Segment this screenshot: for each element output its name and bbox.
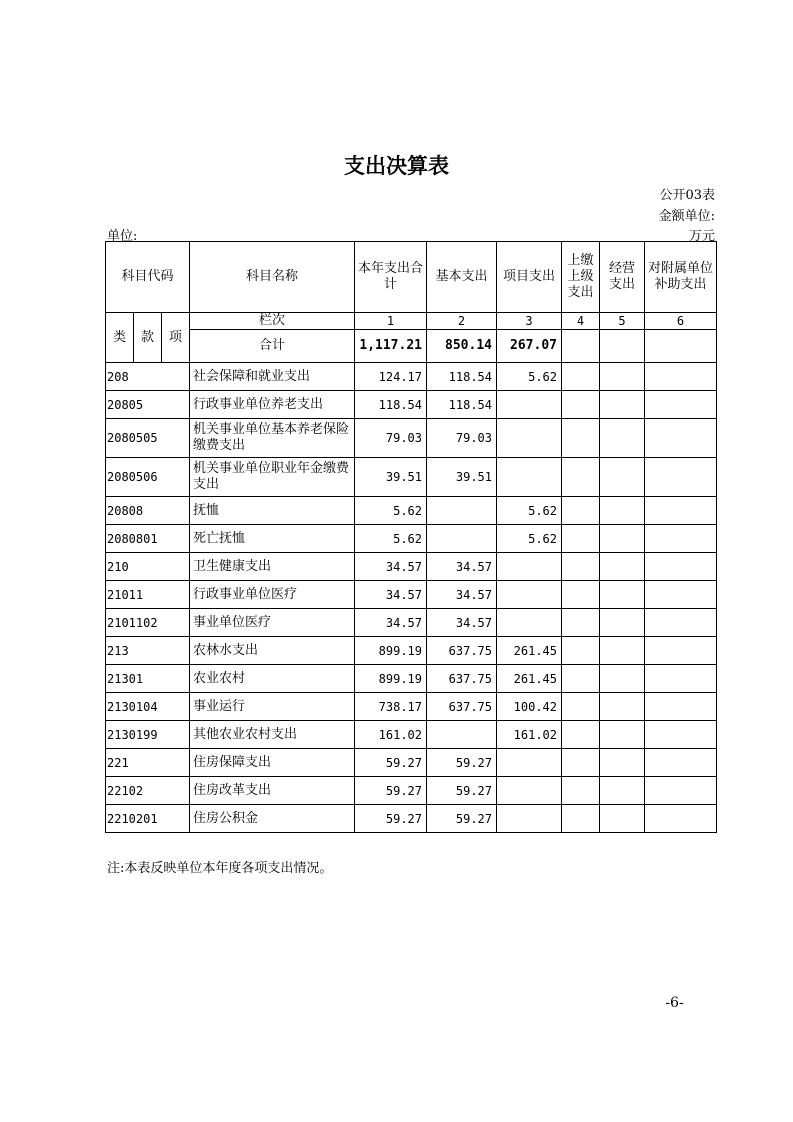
row-business [600,553,645,581]
row-business [600,637,645,665]
row-basic: 39.51 [427,458,497,497]
header-code: 科目代码 [106,242,190,313]
row-basic: 59.27 [427,749,497,777]
row-project: 5.62 [497,363,562,391]
row-business [600,391,645,419]
table-row [106,637,717,665]
column-number-row [106,313,717,330]
row-upper [562,777,600,805]
table-row [106,525,717,553]
row-name: 住房改革支出 [190,777,355,805]
row-name: 机关事业单位职业年金缴费支出 [190,458,355,497]
header-lanci: 栏次 [190,313,355,330]
row-upper [562,525,600,553]
row-business [600,525,645,553]
row-project: 161.02 [497,721,562,749]
sum-upper [562,330,600,363]
table-row [106,553,717,581]
expenditure-table [105,241,717,833]
row-basic: 637.75 [427,637,497,665]
table-row [106,805,717,833]
header-project: 项目支出 [497,242,562,313]
row-code: 210 [106,553,190,581]
row-upper [562,363,600,391]
row-business [600,777,645,805]
sum-total: 1,117.21 [355,330,427,363]
row-upper [562,581,600,609]
row-project: 5.62 [497,497,562,525]
table-note: 注:本表反映单位本年度各项支出情况。 [107,861,333,876]
row-code: 2130199 [106,721,190,749]
row-name: 事业单位医疗 [190,609,355,637]
row-name: 行政事业单位医疗 [190,581,355,609]
row-name: 机关事业单位基本养老保险缴费支出 [190,419,355,458]
row-business [600,458,645,497]
row-name: 卫生健康支出 [190,553,355,581]
column-number-3: 3 [497,313,562,330]
row-name: 事业运行 [190,693,355,721]
header-xiang: 项 [162,313,190,363]
sum-basic: 850.14 [427,330,497,363]
form-number: 公开03表 [659,188,715,203]
header-subsidy: 对附属单位补助支出 [645,242,717,313]
table-row [106,749,717,777]
header-upper: 上缴上级支出 [562,242,600,313]
row-project [497,581,562,609]
column-number-4: 4 [562,313,600,330]
row-code: 22102 [106,777,190,805]
row-code: 20808 [106,497,190,525]
row-upper [562,391,600,419]
row-basic: 34.57 [427,553,497,581]
row-total: 124.17 [355,363,427,391]
row-code: 208 [106,363,190,391]
header-kuan: 款 [134,313,162,363]
row-business [600,693,645,721]
column-number-6: 6 [645,313,717,330]
row-total: 79.03 [355,419,427,458]
header-total: 本年支出合计 [355,242,427,313]
row-code: 2080505 [106,419,190,458]
row-basic: 34.57 [427,581,497,609]
row-business [600,581,645,609]
table-row [106,363,717,391]
row-basic [427,497,497,525]
row-name: 死亡抚恤 [190,525,355,553]
row-name: 行政事业单位养老支出 [190,391,355,419]
row-name: 其他农业农村支出 [190,721,355,749]
row-upper [562,721,600,749]
row-total: 161.02 [355,721,427,749]
row-total: 738.17 [355,693,427,721]
table-row [106,693,717,721]
row-upper [562,665,600,693]
row-basic: 34.57 [427,609,497,637]
row-code: 2101102 [106,609,190,637]
row-name: 住房保障支出 [190,749,355,777]
column-number-2: 2 [427,313,497,330]
row-project: 100.42 [497,693,562,721]
row-project [497,609,562,637]
row-business [600,363,645,391]
row-name: 农林水支出 [190,637,355,665]
row-upper [562,419,600,458]
row-subsidy [645,363,717,391]
row-subsidy [645,525,717,553]
row-subsidy [645,581,717,609]
row-project [497,419,562,458]
row-code: 2080801 [106,525,190,553]
amount-unit-label: 金额单位: [658,209,715,224]
row-project [497,805,562,833]
row-subsidy [645,458,717,497]
row-upper [562,693,600,721]
row-basic: 59.27 [427,805,497,833]
unit-label: 单位: [107,229,138,244]
row-basic: 59.27 [427,777,497,805]
row-total: 34.57 [355,553,427,581]
row-basic: 118.54 [427,363,497,391]
row-code: 2210201 [106,805,190,833]
row-upper [562,458,600,497]
row-total: 899.19 [355,665,427,693]
row-upper [562,749,600,777]
table-row [106,721,717,749]
row-project [497,553,562,581]
row-code: 213 [106,637,190,665]
row-basic: 79.03 [427,419,497,458]
header-row [106,242,717,313]
row-basic: 637.75 [427,693,497,721]
table-row [106,458,717,497]
row-project [497,458,562,497]
row-name: 抚恤 [190,497,355,525]
row-business [600,749,645,777]
row-name: 农业农村 [190,665,355,693]
table-row [106,391,717,419]
row-subsidy [645,609,717,637]
row-project [497,777,562,805]
sum-business [600,330,645,363]
row-project: 261.45 [497,665,562,693]
row-business [600,497,645,525]
table-row [106,419,717,458]
table-row [106,665,717,693]
column-number-5: 5 [600,313,645,330]
row-upper [562,497,600,525]
row-subsidy [645,497,717,525]
row-name: 社会保障和就业支出 [190,363,355,391]
sum-subsidy [645,330,717,363]
table-row [106,777,717,805]
row-upper [562,553,600,581]
row-subsidy [645,777,717,805]
row-subsidy [645,637,717,665]
row-subsidy [645,665,717,693]
row-subsidy [645,693,717,721]
page-number-text: -6- [665,995,684,1011]
row-project: 261.45 [497,637,562,665]
header-lei: 类 [106,313,134,363]
row-total: 59.27 [355,749,427,777]
row-upper [562,805,600,833]
row-name: 住房公积金 [190,805,355,833]
page-title: 支出决算表 [344,154,449,178]
row-total: 5.62 [355,525,427,553]
row-total: 59.27 [355,805,427,833]
row-subsidy [645,805,717,833]
row-subsidy [645,749,717,777]
column-number-1: 1 [355,313,427,330]
row-subsidy [645,391,717,419]
row-project [497,749,562,777]
row-business [600,665,645,693]
row-code: 2080506 [106,458,190,497]
header-business: 经营支出 [600,242,645,313]
header-name: 科目名称 [190,242,355,313]
page-number [0,995,793,1011]
row-basic: 637.75 [427,665,497,693]
row-project: 5.62 [497,525,562,553]
row-code: 2130104 [106,693,190,721]
sum-row [106,330,717,363]
table-row [106,609,717,637]
row-business [600,805,645,833]
row-code: 21011 [106,581,190,609]
table-row [106,497,717,525]
unit-value: 万元 [688,229,715,244]
row-subsidy [645,553,717,581]
row-total: 34.57 [355,609,427,637]
row-business [600,609,645,637]
row-total: 39.51 [355,458,427,497]
row-basic [427,721,497,749]
sum-label: 合计 [190,330,355,363]
row-subsidy [645,721,717,749]
row-code: 21301 [106,665,190,693]
row-basic: 118.54 [427,391,497,419]
row-code: 20805 [106,391,190,419]
row-total: 59.27 [355,777,427,805]
row-business [600,721,645,749]
row-upper [562,609,600,637]
row-business [600,419,645,458]
header-basic: 基本支出 [427,242,497,313]
row-subsidy [645,419,717,458]
row-code: 221 [106,749,190,777]
row-project [497,391,562,419]
row-total: 899.19 [355,637,427,665]
sum-project: 267.07 [497,330,562,363]
table-row [106,581,717,609]
row-total: 5.62 [355,497,427,525]
row-total: 118.54 [355,391,427,419]
row-upper [562,637,600,665]
row-basic [427,525,497,553]
row-total: 34.57 [355,581,427,609]
